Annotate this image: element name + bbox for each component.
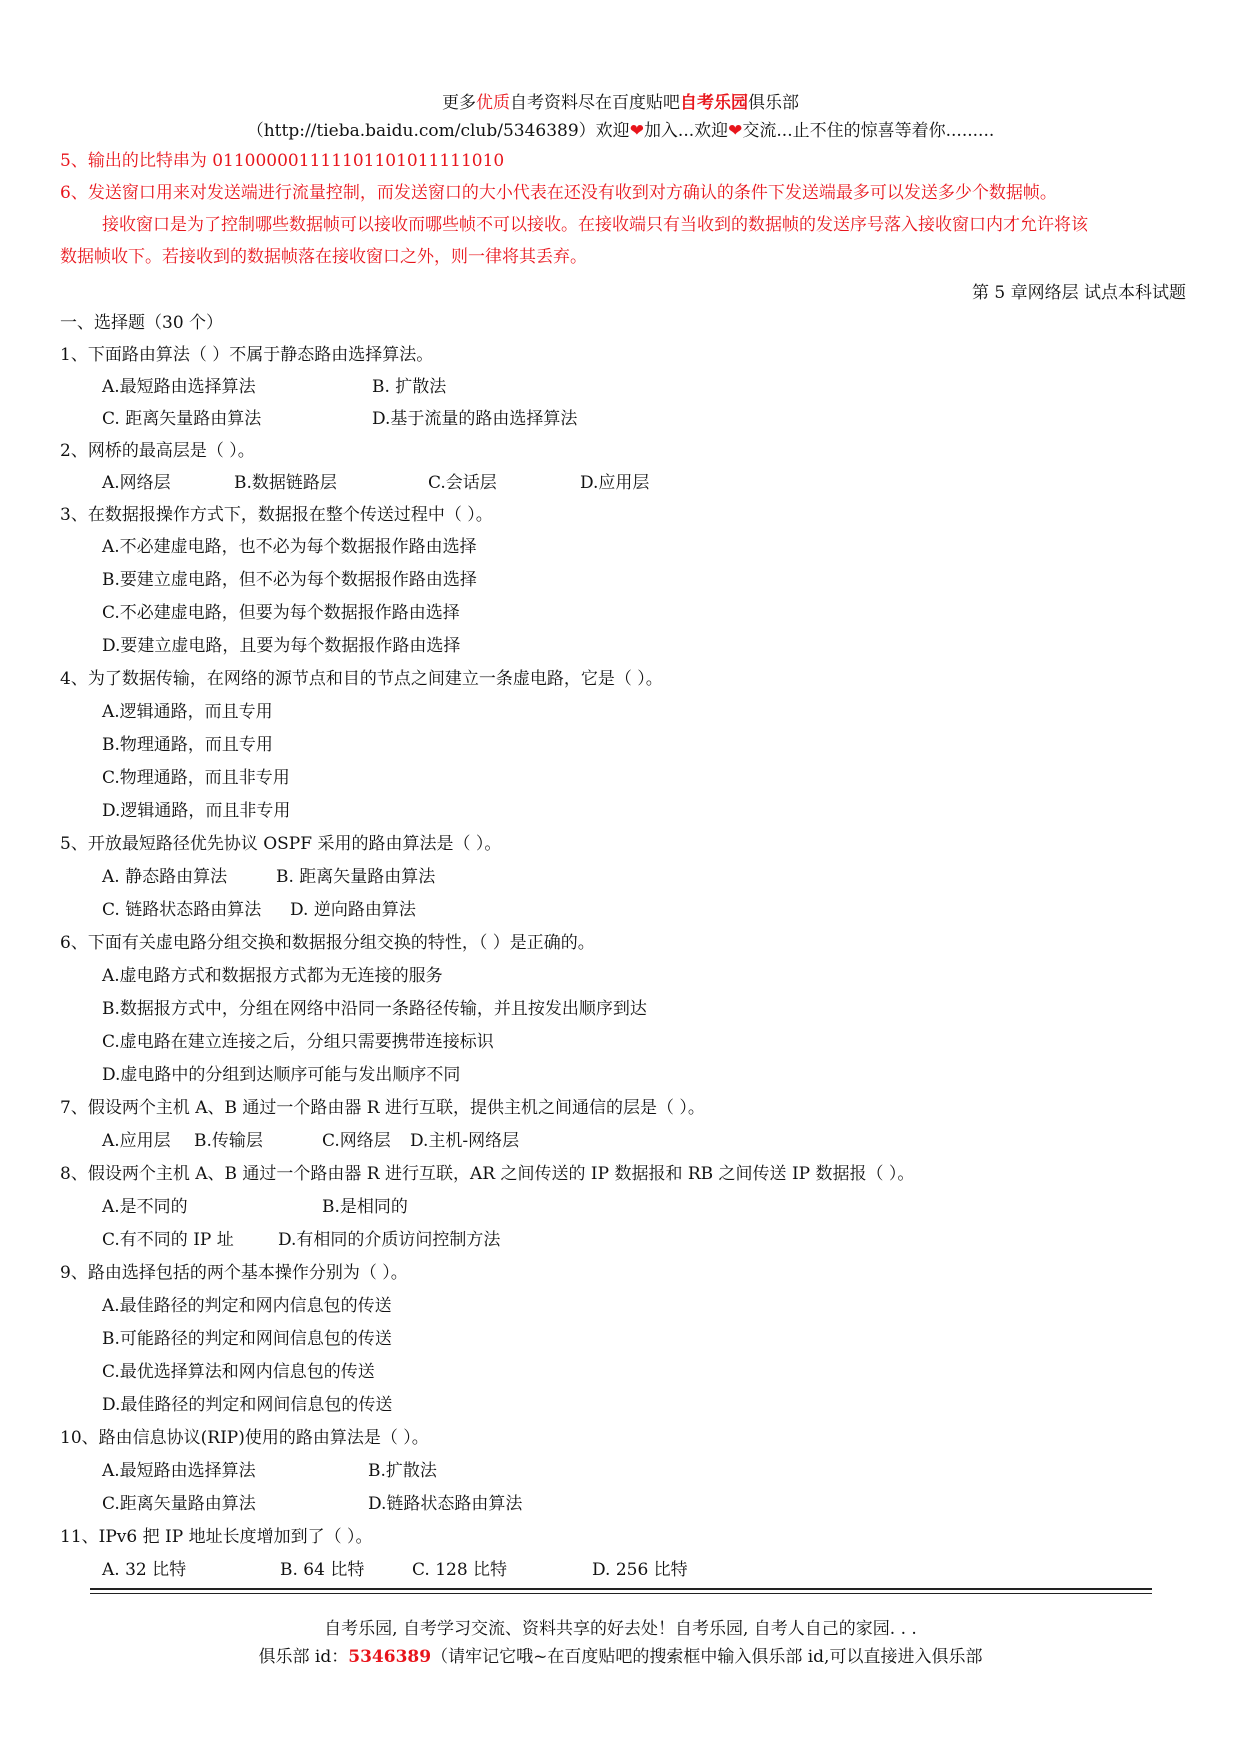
answer-6-line-2: 接收窗口是为了控制哪些数据帧可以接收而哪些帧不可以接收。在接收端只有当收到的数据帧的发送序号落入接收窗口内才允许将该	[102, 215, 1088, 235]
question-2: 2、网桥的最高层是（ ）。	[60, 441, 255, 461]
option-6c: C.虚电路在建立连接之后，分组只需要携带连接标识	[102, 1032, 494, 1052]
option-4d: D.逻辑通路，而且非专用	[102, 801, 291, 821]
question-10: 10、路由信息协议(RIP)使用的路由算法是（ ）。	[60, 1428, 429, 1448]
option-2a: A.网络层	[102, 473, 171, 493]
footer-divider	[90, 1588, 1152, 1594]
question-6: 6、下面有关虚电路分组交换和数据报分组交换的特性，（ ）是正确的。	[60, 933, 595, 953]
footer-label: 俱乐部 id：	[258, 1647, 349, 1667]
question-1: 1、下面路由算法（ ）不属于静态路由选择算法。	[60, 345, 434, 365]
footer-line-2	[0, 1642, 1241, 1667]
option-5a: A. 静态路由算法	[102, 867, 228, 887]
option-9c: C.最优选择算法和网内信息包的传送	[102, 1362, 375, 1382]
option-8a: A.是不同的	[102, 1197, 188, 1217]
footer-line-1: 自考乐园, 自考学习交流、资料共享的好去处！自考乐园, 自考人自己的家园. . .	[324, 1619, 917, 1639]
option-9b: B.可能路径的判定和网间信息包的传送	[102, 1329, 392, 1349]
option-7a: A.应用层	[102, 1131, 171, 1151]
header-line-2	[0, 116, 1241, 141]
answer-5: 5、输出的比特串为 011000001111101101011111010	[60, 151, 505, 171]
option-8d: D.有相同的介质访问控制方法	[278, 1230, 501, 1250]
header-text: 交流...止不住的惊喜等着你.........	[742, 121, 995, 141]
option-2b: B.数据链路层	[234, 473, 337, 493]
question-5: 5、开放最短路径优先协议 OSPF 采用的路由算法是（ ）。	[60, 834, 502, 854]
option-1a: A.最短路由选择算法	[102, 377, 256, 397]
option-1c: C. 距离矢量路由算法	[102, 409, 262, 429]
option-3a: A.不必建虚电路，也不必为每个数据报作路由选择	[102, 537, 477, 557]
option-6b: B.数据报方式中，分组在网络中沿同一条路径传输，并且按发出顺序到达	[102, 999, 647, 1019]
header-line-1	[0, 88, 1241, 113]
question-7: 7、假设两个主机 A、B 通过一个路由器 R 进行互联，提供主机之间通信的层是（ ）。	[60, 1098, 705, 1118]
option-7d: D.主机-网络层	[410, 1131, 520, 1151]
option-8b: B.是相同的	[322, 1197, 408, 1217]
option-3c: C.不必建虚电路，但要为每个数据报作路由选择	[102, 603, 460, 623]
header-text: 更多	[442, 93, 476, 113]
option-5d: D. 逆向路由算法	[290, 900, 416, 920]
option-6d: D.虚电路中的分组到达顺序可能与发出顺序不同	[102, 1065, 461, 1085]
option-1b: B. 扩散法	[372, 377, 447, 397]
question-11: 11、IPv6 把 IP 地址长度增加到了（ ）。	[60, 1527, 373, 1547]
option-11a: A. 32 比特	[102, 1560, 187, 1580]
club-id: 5346389	[348, 1647, 432, 1667]
option-6a: A.虚电路方式和数据报方式都为无连接的服务	[102, 966, 443, 986]
option-2c: C.会话层	[428, 473, 497, 493]
header-highlight: 优质	[476, 93, 510, 113]
footer-text: （请牢记它哦~在百度贴吧的搜索框中输入俱乐部 id,可以直接进入俱乐部	[431, 1647, 983, 1667]
option-1d: D.基于流量的路由选择算法	[372, 409, 578, 429]
option-10d: D.链路状态路由算法	[368, 1494, 523, 1514]
header-brand: 自考乐园	[680, 93, 748, 113]
part-title: 一、选择题（30 个）	[60, 313, 224, 333]
answer-6-line-3: 数据帧收下。若接收到的数据帧落在接收窗口之外，则一律将其丢弃。	[60, 247, 587, 267]
header-text: 自考资料尽在百度贴吧	[510, 93, 680, 113]
option-4a: A.逻辑通路，而且专用	[102, 702, 273, 722]
option-7b: B.传输层	[194, 1131, 263, 1151]
option-4b: B.物理通路，而且专用	[102, 735, 273, 755]
answer-6-line-1: 6、发送窗口用来对发送端进行流量控制，而发送窗口的大小代表在还没有收到对方确认的条件下发送端最多可以发送多少个数据帧。	[60, 183, 1057, 203]
option-9d: D.最佳路径的判定和网间信息包的传送	[102, 1395, 393, 1415]
option-5b: B. 距离矢量路由算法	[276, 867, 436, 887]
header-text: 加入...欢迎	[643, 121, 729, 141]
option-3d: D.要建立虚电路，且要为每个数据报作路由选择	[102, 636, 461, 656]
header-url-text: （http://tieba.baidu.com/club/5346389）欢迎	[246, 121, 630, 141]
header-text: 俱乐部	[748, 93, 799, 113]
option-11b: B. 64 比特	[280, 1560, 365, 1580]
option-5c: C. 链路状态路由算法	[102, 900, 262, 920]
section-title: 第 5 章网络层 试点本科试题	[971, 283, 1186, 303]
option-11c: C. 128 比特	[412, 1560, 508, 1580]
option-10c: C.距离矢量路由算法	[102, 1494, 256, 1514]
question-9: 9、路由选择包括的两个基本操作分别为（ ）。	[60, 1263, 408, 1283]
option-10a: A.最短路由选择算法	[102, 1461, 256, 1481]
option-9a: A.最佳路径的判定和网内信息包的传送	[102, 1296, 392, 1316]
question-3: 3、在数据报操作方式下，数据报在整个传送过程中（ ）。	[60, 505, 493, 525]
option-11d: D. 256 比特	[592, 1560, 688, 1580]
option-10b: B.扩散法	[368, 1461, 437, 1481]
option-7c: C.网络层	[322, 1131, 391, 1151]
question-8: 8、假设两个主机 A、B 通过一个路由器 R 进行互联，AR 之间传送的 IP 数据报和 RB 之间传送 IP 数据报（ ）。	[60, 1164, 915, 1184]
option-4c: C.物理通路，而且非专用	[102, 768, 290, 788]
option-3b: B.要建立虚电路，但不必为每个数据报作路由选择	[102, 570, 477, 590]
option-2d: D.应用层	[580, 473, 650, 493]
heart-icon: ❤	[629, 121, 644, 141]
question-4: 4、为了数据传输，在网络的源节点和目的节点之间建立一条虚电路，它是（ ）。	[60, 669, 663, 689]
heart-icon: ❤	[728, 121, 743, 141]
option-8c: C.有不同的 IP 址	[102, 1230, 234, 1250]
